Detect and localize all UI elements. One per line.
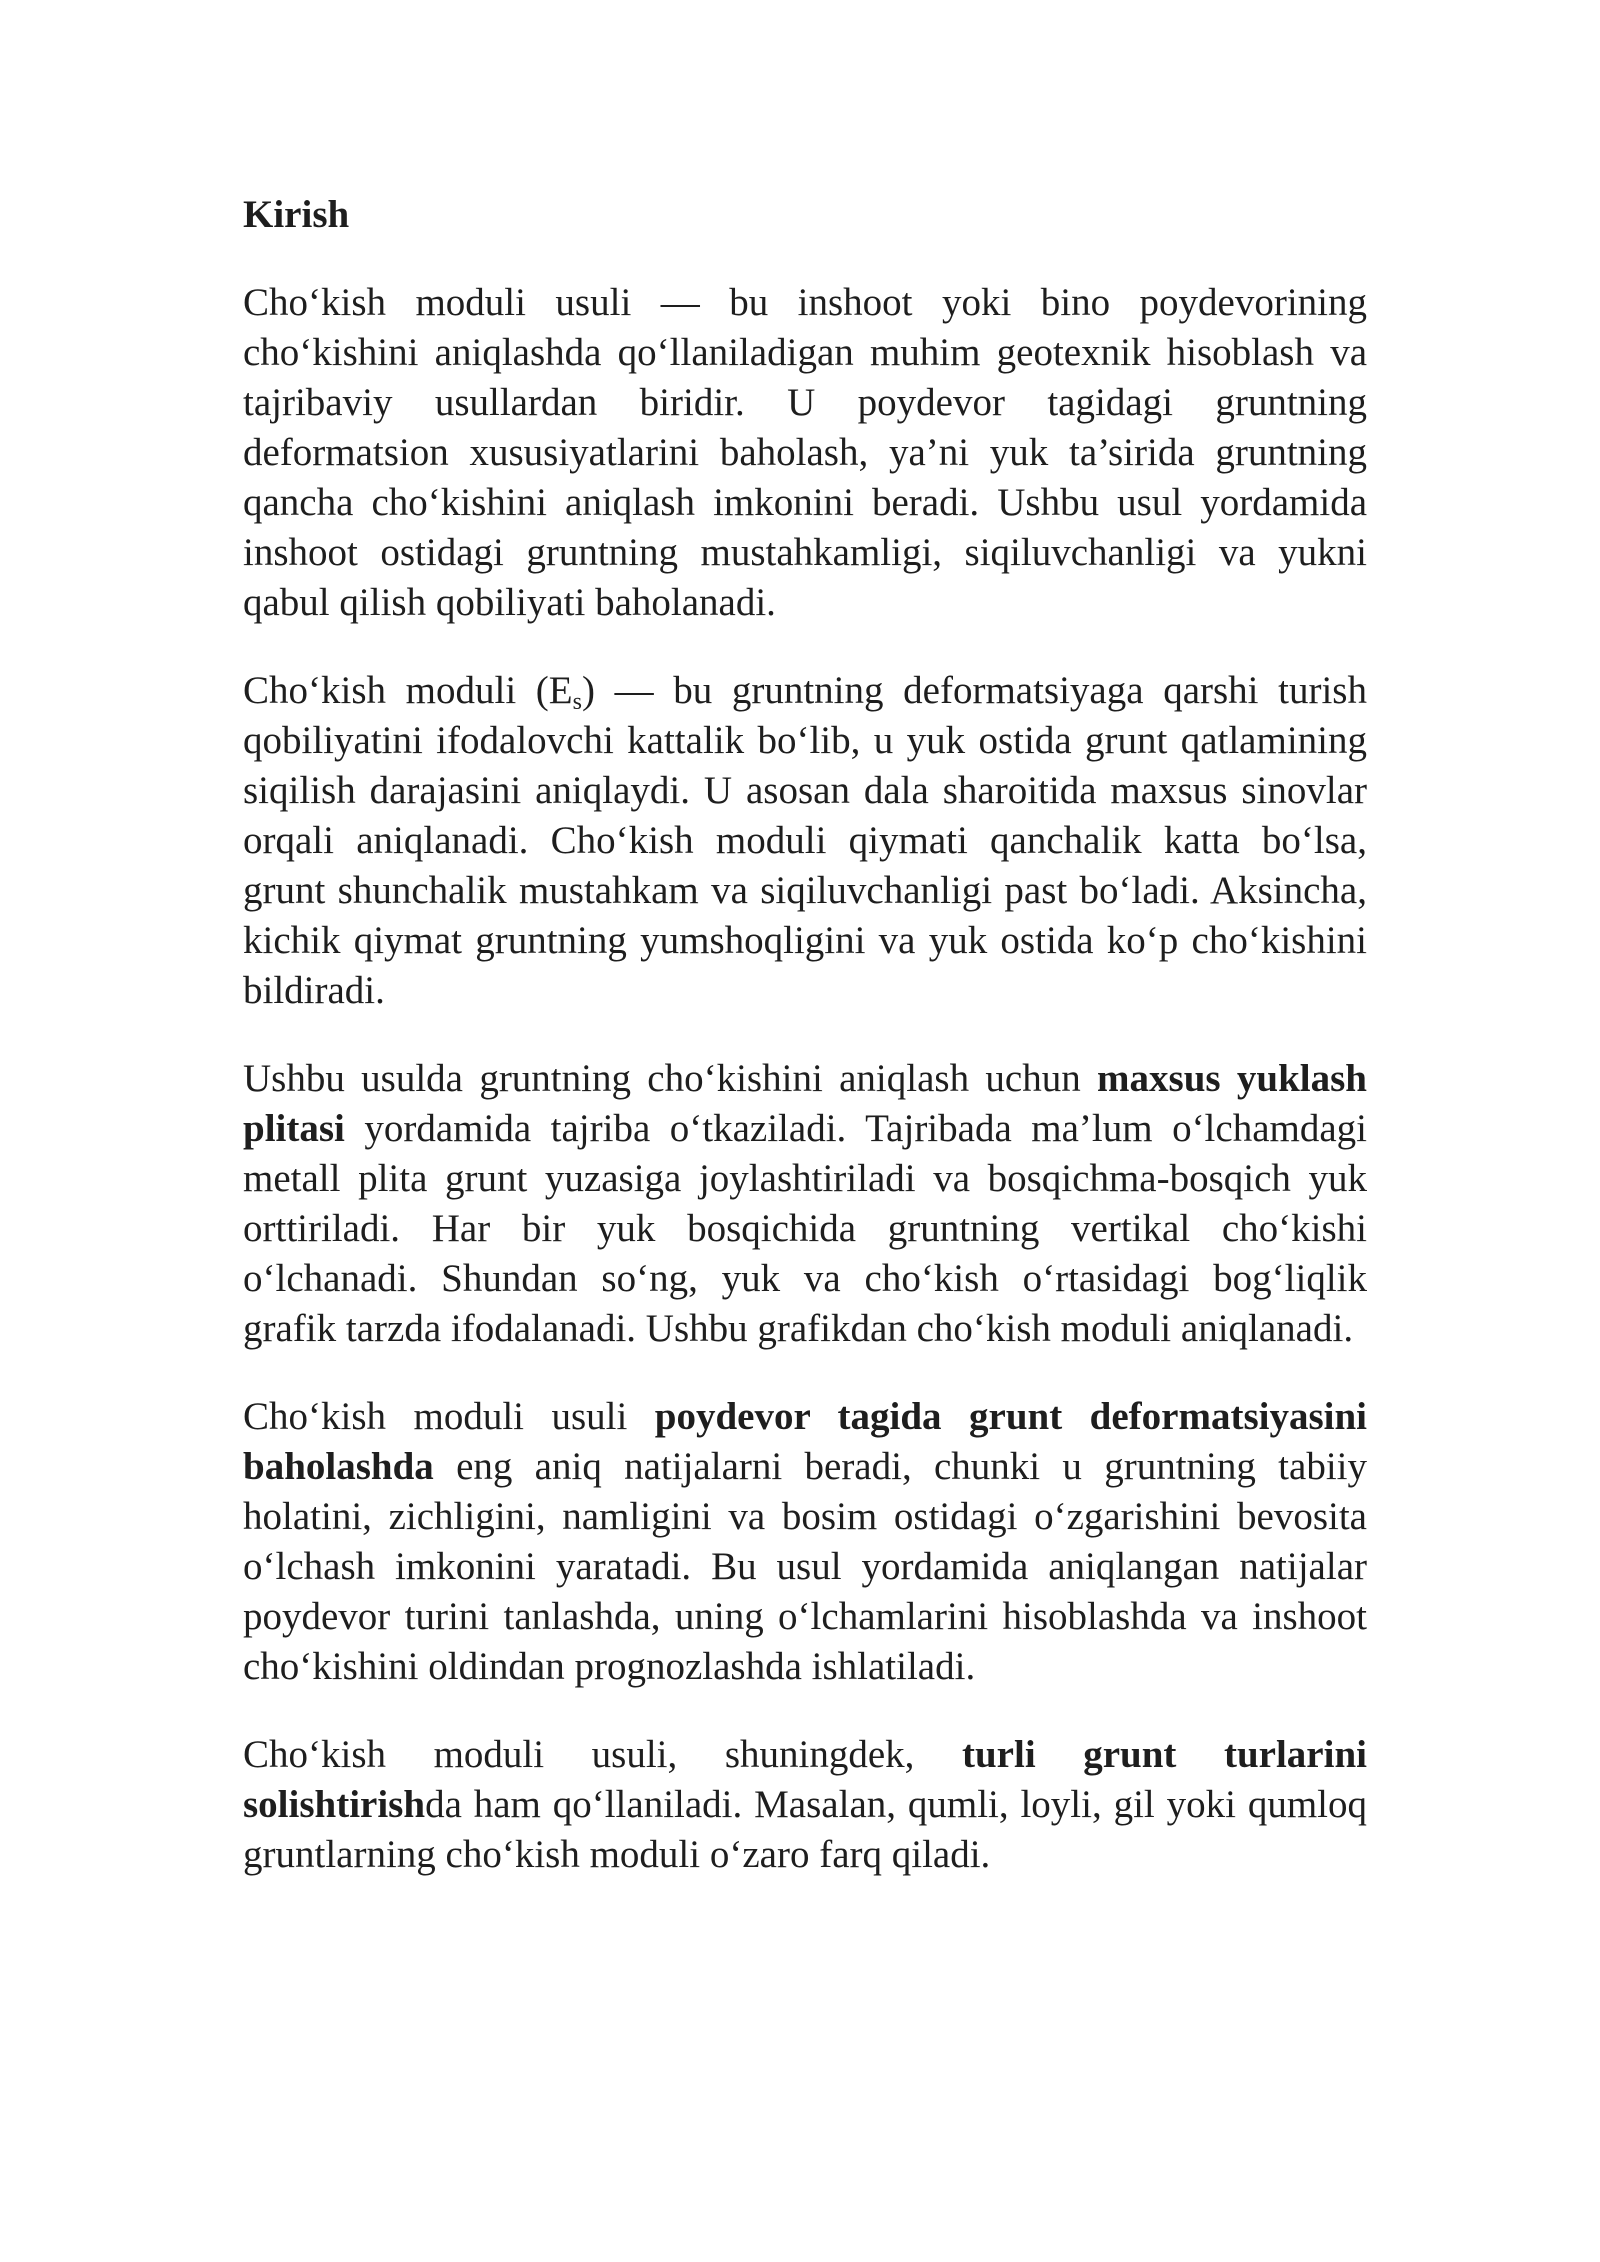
body-paragraph: [243, 1730, 1367, 1880]
paragraph-text: Cho‘kish moduli usuli — bu inshoot yoki bino poydevorining cho‘kishini aniqlashda qo‘llaniladigan muhim geotexnik hisoblash va tajribaviy usullardan biridir. U poydevor tagidagi gruntning deformatsion xususiyatlarini baholash, ya’ni yuk ta’sirida gruntning qancha cho‘kishini aniqlash imkonini beradi. Ushbu usul yordamida inshoot ostidagi gruntning mustahkamligi, siqiluvchanligi va yukni qabul qilish qobiliyati baholanadi.: [243, 281, 1367, 624]
body-paragraph: [243, 666, 1367, 1016]
document-body: [243, 278, 1367, 1880]
paragraph-text: Cho‘kish moduli usuli, shuningdek,: [243, 1733, 962, 1776]
body-paragraph: [243, 278, 1367, 628]
paragraph-text: da ham qo‘llaniladi. Masalan, qumli, loyli, gil yoki qumloq gruntlarning cho‘kish moduli o‘zaro farq qiladi.: [243, 1783, 1367, 1876]
bold-phrase: poydevor tagida grunt deformatsiyasini baholashda: [243, 1395, 1367, 1488]
paragraph-text: eng aniq natijalarni beradi, chunki u gruntning tabiiy holatini, zichligini, namligini va bosim ostidagi o‘zgarishini bevosita o‘lchash imkonini yaratadi. Bu usul yordamida aniqlangan natijalar poydevor turini tanlashda, uning o‘lchamlarini hisoblashda va inshoot cho‘kishini oldindan prognozlashda ishlatiladi.: [243, 1445, 1367, 1688]
paragraph-text: ) — bu gruntning deformatsiyaga qarshi turish qobiliyatini ifodalovchi kattalik bo‘lib, u yuk ostida grunt qatlamining siqilish darajasini aniqlaydi. U asosan dala sharoitida maxsus sinovlar orqali aniqlanadi. Cho‘kish moduli qiymati qanchalik katta bo‘lsa, grunt shunchalik mustahkam va siqiluvchanligi past bo‘ladi. Aksincha, kichik qiymat gruntning yumshoqligini va yuk ostida ko‘p cho‘kishini bildiradi.: [243, 669, 1367, 1012]
paragraph-text: Cho‘kish moduli usuli: [243, 1395, 655, 1438]
body-paragraph: [243, 1392, 1367, 1692]
subscript-text: s: [572, 689, 582, 715]
document-page: [243, 190, 1367, 1918]
paragraph-text: Ushbu usulda gruntning cho‘kishini aniqlash uchun: [243, 1057, 1098, 1100]
paragraph-text: Cho‘kish moduli (E: [243, 669, 573, 712]
paragraph-text: yordamida tajriba o‘tkaziladi. Tajribada ma’lum o‘lchamdagi metall plita grunt yuzasiga joylashtiriladi va bosqichma-bosqich yuk orttiriladi. Har bir yuk bosqichida gruntning vertikal cho‘kishi o‘lchanadi. Shundan so‘ng, yuk va cho‘kish o‘rtasidagi bog‘liqlik grafik tarzda ifodalanadi. Ushbu grafikdan cho‘kish moduli aniqlanadi.: [243, 1107, 1367, 1350]
body-paragraph: [243, 1054, 1367, 1354]
bold-phrase: maxsus yuklash plitasi: [243, 1057, 1367, 1150]
bold-phrase: turli grunt turlarini solishtirish: [243, 1733, 1367, 1826]
document-title: Kirish: [243, 193, 350, 236]
